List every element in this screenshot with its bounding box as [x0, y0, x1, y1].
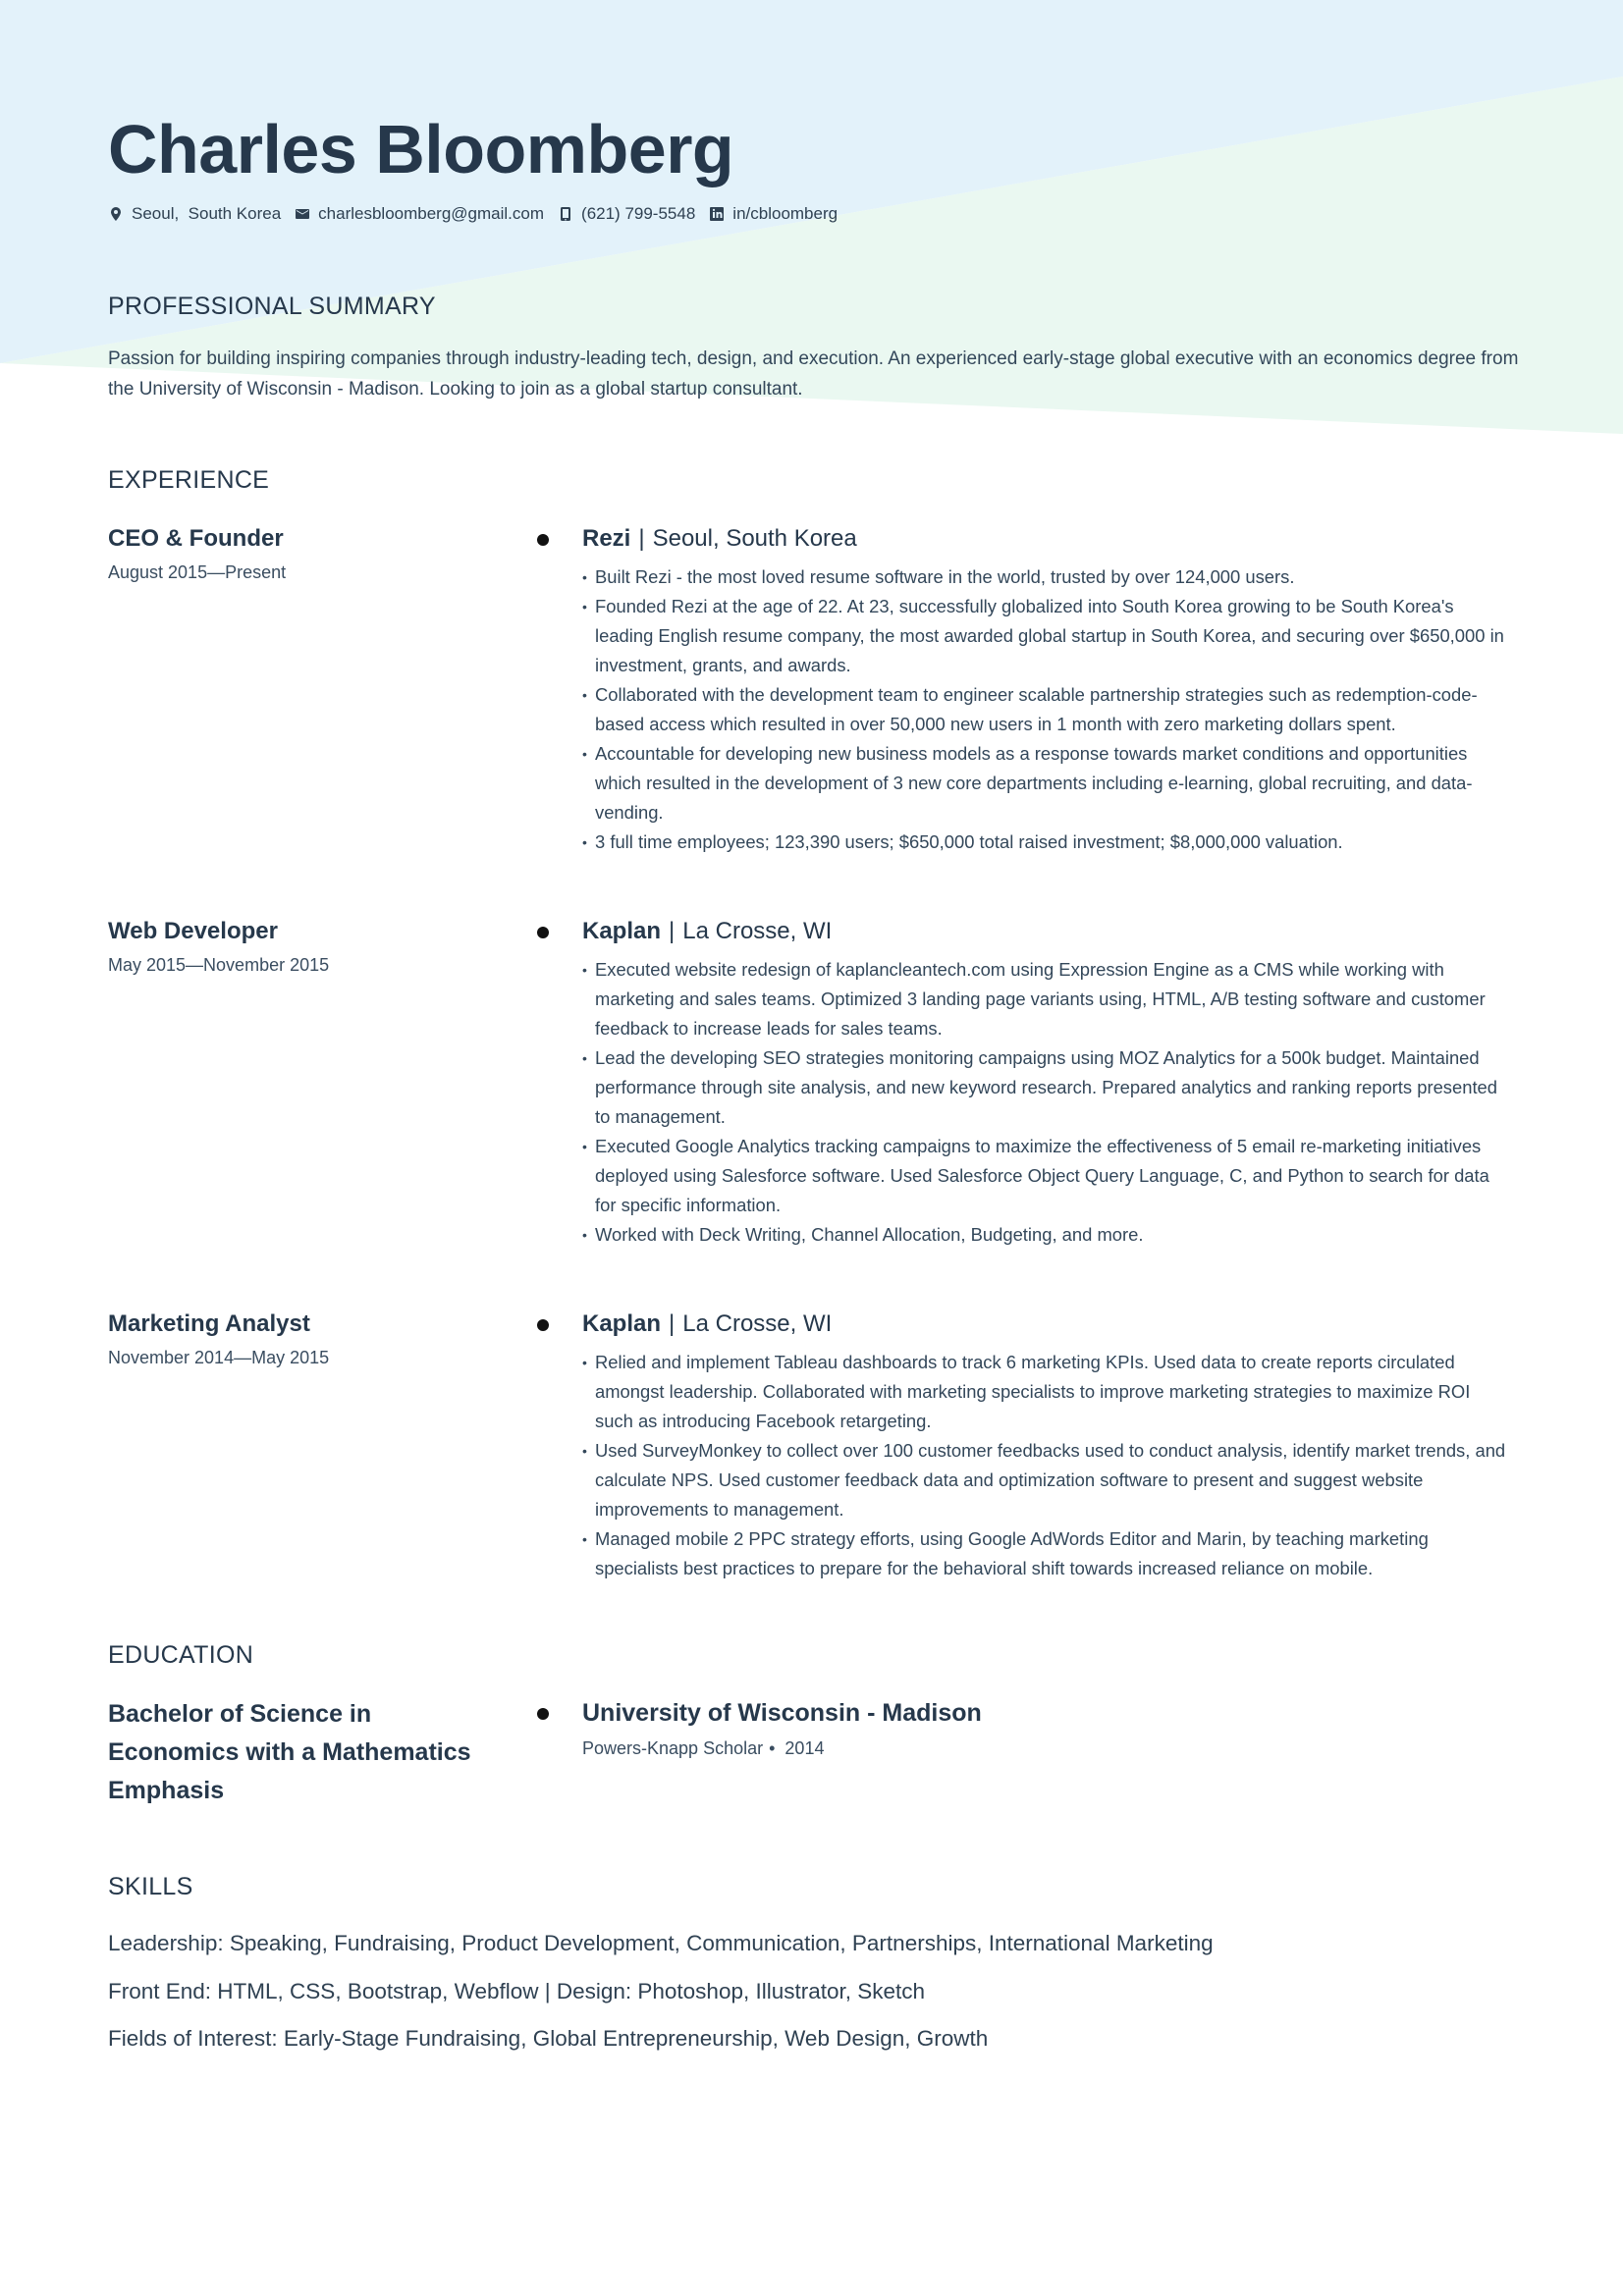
summary-text: Passion for building inspiring companies through industry-leading tech, design, and execution. An experienced early-stage global executive with an economics degree from the University of Wisconsin - Madison. Looking to join as a global startup consultant.	[108, 348, 1519, 400]
timeline-dot	[537, 1708, 549, 1720]
contact-email[interactable]	[295, 204, 544, 224]
job-bullet: • Relied and implement Tableau dashboards to track 6 marketing KPIs. Used data to create reports circulated amongst leadership. Collaborated with marketing specialists to improve marketing strategies to maximize ROI such as introducing Facebook retargeting.	[582, 1348, 1510, 1436]
contact-location-text: Seoul, South Korea	[132, 204, 282, 223]
contact-phone[interactable]	[558, 204, 695, 224]
company-separator: |	[638, 525, 645, 552]
contact-linkedin-text[interactable]: in/cbloomberg	[732, 204, 839, 223]
job-role: Marketing Analyst	[108, 1310, 310, 1337]
linkedin-icon	[709, 206, 725, 222]
contact-linkedin[interactable]	[709, 204, 838, 224]
education-year: 2014	[784, 1738, 825, 1758]
job-role: CEO & Founder	[108, 525, 284, 552]
job-company: Rezi	[582, 525, 631, 552]
education-school: University of Wisconsin - Madison	[582, 1699, 982, 1727]
job-company-line	[582, 525, 857, 553]
job-company-line	[582, 1310, 832, 1338]
phone-icon	[558, 206, 573, 222]
job-location: La Crosse, WI	[682, 1310, 833, 1337]
company-separator: |	[669, 918, 676, 944]
job-dates: May 2015—November 2015	[108, 955, 330, 975]
job-bullet: • Lead the developing SEO strategies monitoring campaigns using MOZ Analytics for a 500k budget. Maintained performance through site analysis, and new keyword research. Prepared analytics and ranking reports presented to management.	[582, 1043, 1510, 1132]
experience-heading: EXPERIENCE	[108, 466, 270, 494]
job-bullets	[582, 955, 1510, 1250]
job-company: Kaplan	[582, 918, 662, 944]
education-degree: Bachelor of Science in Economics with a Mathematics Emphasis	[108, 1700, 471, 1804]
job-bullets	[582, 562, 1510, 857]
job-bullet: • Founded Rezi at the age of 22. At 23, successfully globalized into South Korea growing to be South Korea's leading English resume company, the most awarded global startup in South Korea, and securing over $650,000 in investment, grants, and awards.	[582, 592, 1510, 680]
skills-line: Front End: HTML, CSS, Bootstrap, Webflow | Design: Photoshop, Illustrator, Sketch	[108, 1979, 926, 2003]
timeline-dot	[537, 534, 549, 546]
contact-location	[108, 204, 281, 224]
job-location: La Crosse, WI	[682, 918, 833, 944]
summary-heading: PROFESSIONAL SUMMARY	[108, 293, 436, 320]
job-bullet: • 3 full time employees; 123,390 users; $650,000 total raised investment; $8,000,000 valuation.	[582, 828, 1510, 857]
candidate-name: Charles Bloomberg	[108, 111, 734, 187]
education-honor: Powers-Knapp Scholar	[582, 1738, 764, 1758]
education-heading: EDUCATION	[108, 1641, 254, 1669]
job-bullet: • Managed mobile 2 PPC strategy efforts, using Google AdWords Editor and Marin, by teaching marketing specialists best practices to prepare for the behavioral shift towards increased reliance on mobile.	[582, 1524, 1510, 1583]
job-bullet: • Used SurveyMonkey to collect over 100 customer feedbacks used to conduct analysis, identify market trends, and calculate NPS. Used customer feedback data and optimization software to present and suggest website improvements to management.	[582, 1436, 1510, 1524]
timeline-dot	[537, 927, 549, 938]
job-bullet: • Built Rezi - the most loved resume software in the world, trusted by over 124,000 users.	[582, 562, 1510, 592]
mail-icon	[295, 206, 310, 222]
job-bullet: • Worked with Deck Writing, Channel Allocation, Budgeting, and more.	[582, 1220, 1510, 1250]
contact-email-text[interactable]: charlesbloomberg@gmail.com	[318, 204, 545, 223]
location-pin-icon	[108, 206, 124, 222]
job-bullet: • Accountable for developing new business models as a response towards market conditions and opportunities which resulted in the development of 3 new core departments including e-learning, global recruiting, and data-vending.	[582, 739, 1510, 828]
education-meta	[582, 1738, 824, 1759]
skills-line: Leadership: Speaking, Fundraising, Product Development, Communication, Partnerships, International Marketing	[108, 1931, 1214, 1955]
job-bullets	[582, 1348, 1510, 1583]
job-company-line	[582, 918, 832, 945]
job-bullet: • Executed Google Analytics tracking campaigns to maximize the effectiveness of 5 email re-marketing initiatives deployed using Salesforce software. Used Salesforce Object Query Language, C, and Python to search for data for specific information.	[582, 1132, 1510, 1220]
job-bullet: • Collaborated with the development team to engineer scalable partnership strategies such as redemption-code-based access which resulted in over 50,000 new users in 1 month with zero marketing dollars spent.	[582, 680, 1510, 739]
contact-phone-text[interactable]: (621) 799-5548	[581, 204, 696, 223]
timeline-dot	[537, 1319, 549, 1331]
job-dates: November 2014—May 2015	[108, 1348, 330, 1367]
skills-heading: SKILLS	[108, 1873, 193, 1900]
company-separator: |	[669, 1310, 676, 1337]
job-location: Seoul, South Korea	[652, 525, 857, 552]
education-meta-bullet: •	[769, 1738, 776, 1758]
skills-line: Fields of Interest: Early-Stage Fundraising, Global Entrepreneurship, Web Design, Growth	[108, 2026, 989, 2051]
contact-bar	[108, 204, 851, 224]
job-dates: August 2015—Present	[108, 562, 287, 582]
job-role: Web Developer	[108, 918, 278, 944]
job-company: Kaplan	[582, 1310, 662, 1337]
job-bullet: • Executed website redesign of kaplancleantech.com using Expression Engine as a CMS while working with marketing and sales teams. Optimized 3 landing page variants using, HTML, A/B testing software and customer feedback to increase leads for sales teams.	[582, 955, 1510, 1043]
